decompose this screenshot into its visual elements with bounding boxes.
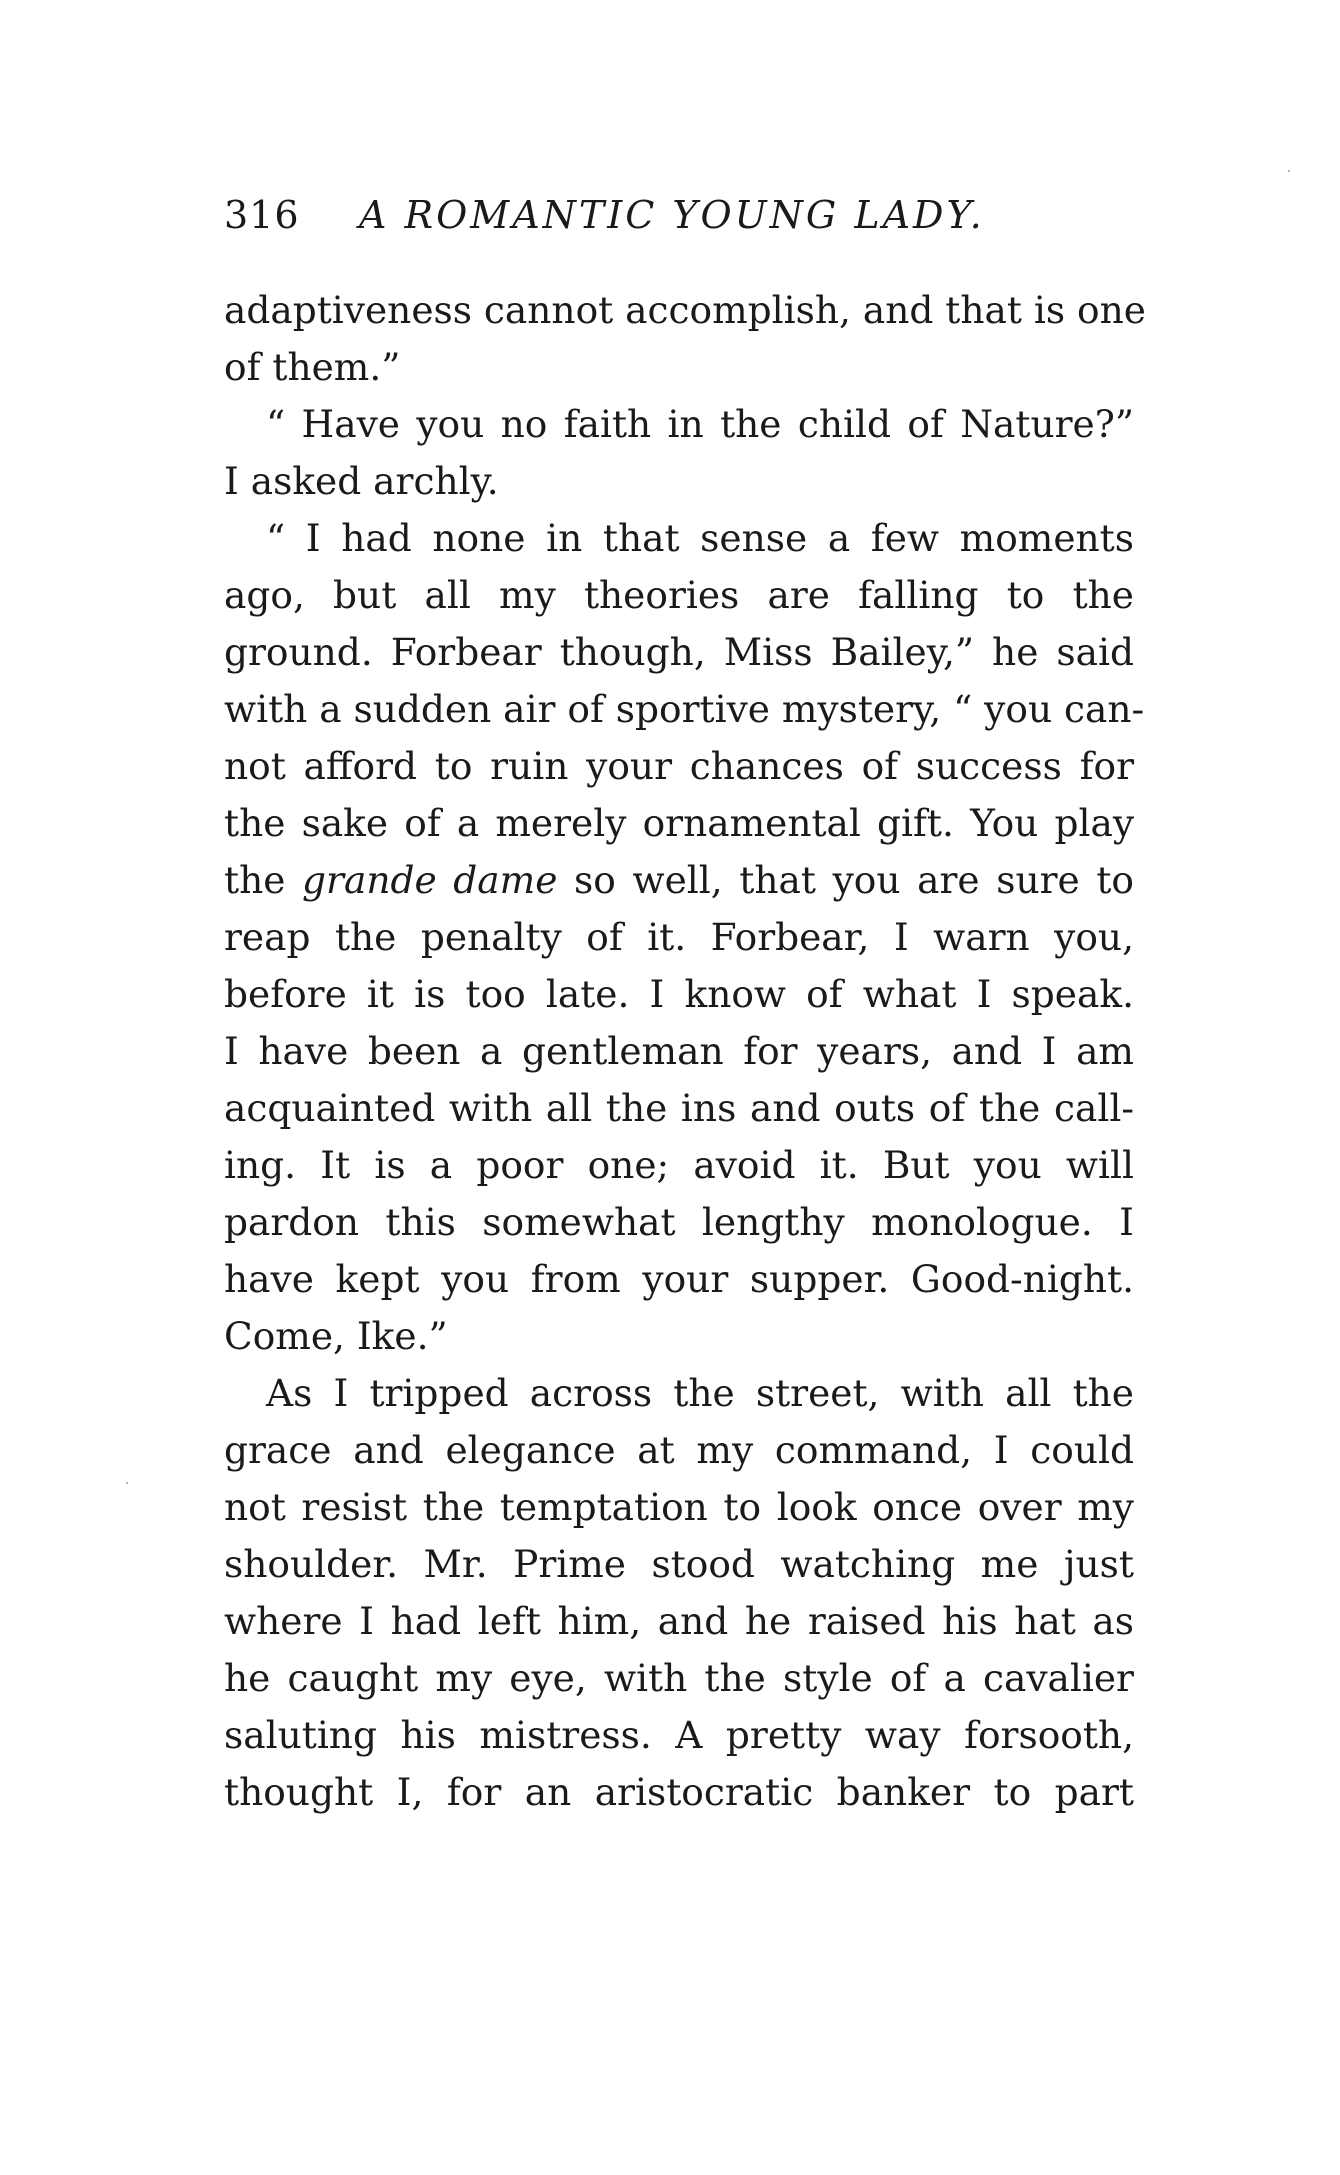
text-line: I have been a gentleman for years, and I am — [224, 1029, 1134, 1073]
text-line: ground. Forbear though, Miss Bailey,” he said — [224, 630, 1134, 674]
text-line: the sake of a merely ornamental gift. You play — [224, 801, 1134, 845]
text-line: not resist the temptation to look once over my — [224, 1485, 1134, 1529]
text-segment: so well, that you are sure to — [557, 858, 1134, 902]
page-header — [224, 190, 1134, 240]
text-line: As I tripped across the street, with all the — [266, 1371, 1134, 1415]
page-number: 316 — [224, 193, 300, 237]
text-line: have kept you from your supper. Good-night. — [224, 1257, 1134, 1301]
body-text — [224, 282, 1146, 1821]
text-line: acquainted with all the ins and outs of the call- — [224, 1086, 1134, 1130]
text-line: grace and elegance at my command, I could — [224, 1428, 1134, 1472]
text-line-with-italic — [224, 852, 1134, 909]
text-line: reap the penalty of it. Forbear, I warn you, — [224, 915, 1134, 959]
text-line: “ Have you no faith in the child of Nature?” — [266, 402, 1134, 446]
text-line: before it is too late. I know of what I speak. — [224, 972, 1134, 1016]
paper-speck — [126, 1482, 128, 1484]
running-title: A ROMANTIC YOUNG LADY. — [359, 193, 985, 237]
text-line: Come, Ike.” — [224, 1314, 448, 1358]
text-line: he caught my eye, with the style of a cavalier — [224, 1656, 1134, 1700]
text-line: pardon this somewhat lengthy monologue. I — [224, 1200, 1134, 1244]
text-line: with a sudden air of sportive mystery, “ you can- — [224, 687, 1145, 731]
text-line: thought I, for an aristocratic banker to part — [224, 1770, 1134, 1814]
text-line: where I had left him, and he raised his hat as — [224, 1599, 1134, 1643]
text-line: “ I had none in that sense a few moments — [266, 516, 1134, 560]
italic-phrase: grande dame — [302, 858, 558, 902]
text-line: saluting his mistress. A pretty way forsooth, — [224, 1713, 1134, 1757]
paper-speck — [1288, 170, 1290, 172]
text-line: not afford to ruin your chances of success for — [224, 744, 1134, 788]
text-line: I asked archly. — [224, 459, 499, 503]
text-line: ing. It is a poor one; avoid it. But you will — [224, 1143, 1134, 1187]
text-line: shoulder. Mr. Prime stood watching me just — [224, 1542, 1134, 1586]
text-segment: the — [224, 858, 303, 902]
text-line: ago, but all my theories are falling to the — [224, 573, 1134, 617]
text-line: adaptiveness cannot accomplish, and that is one — [224, 288, 1146, 332]
text-line: of them.” — [224, 345, 401, 389]
